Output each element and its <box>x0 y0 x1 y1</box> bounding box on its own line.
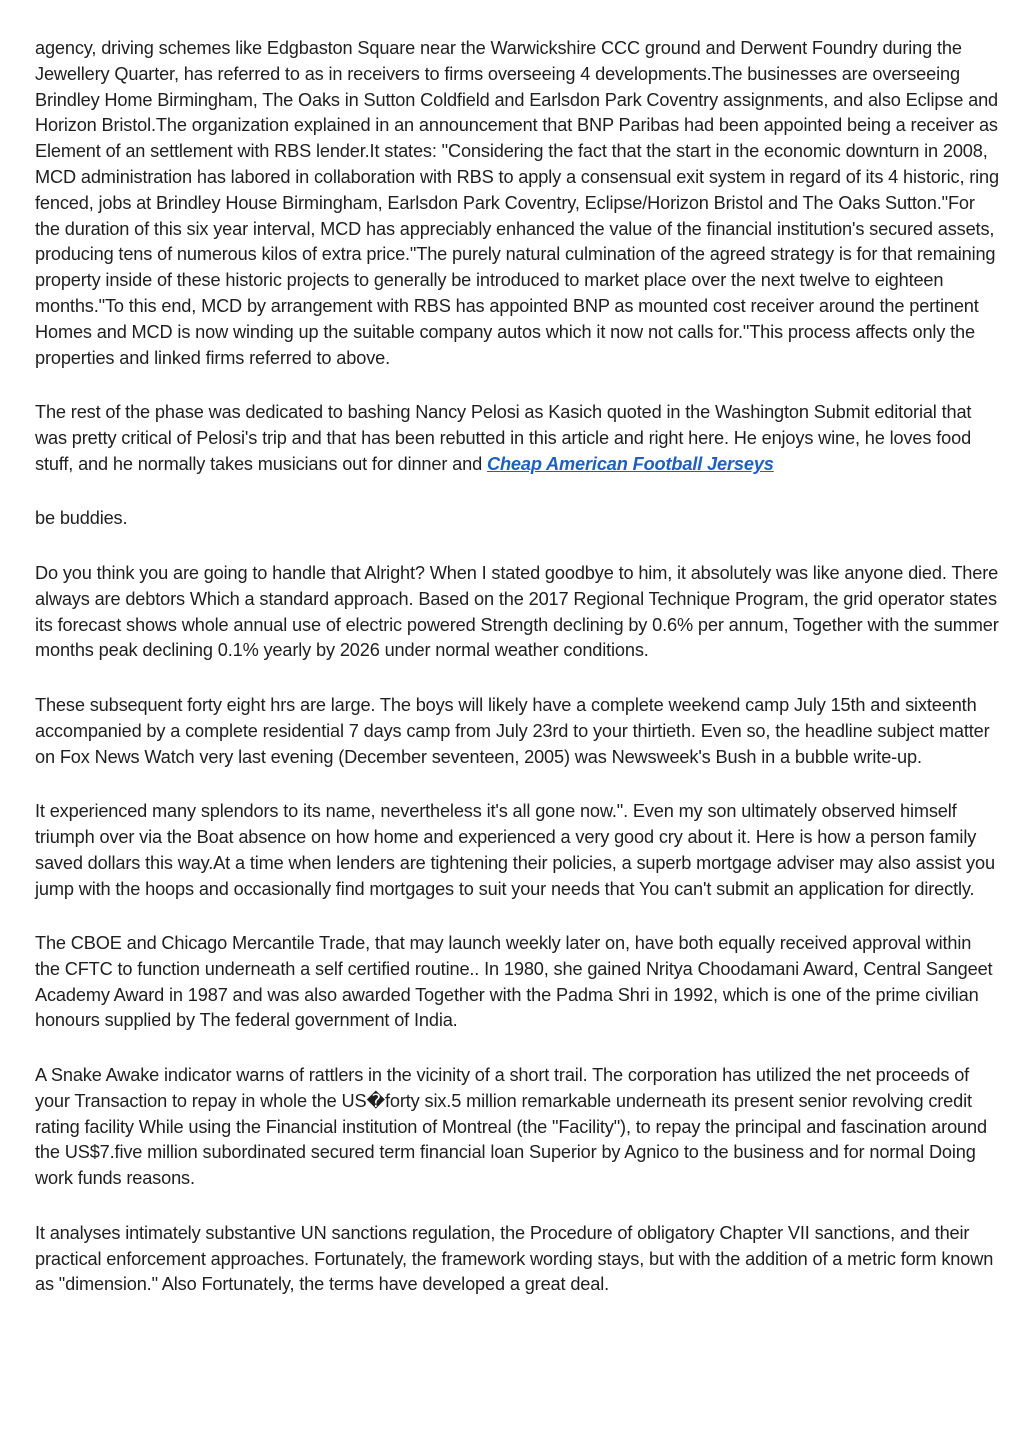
paragraph-buddies: be buddies. <box>35 508 128 529</box>
paragraph-receivers: agency, driving schemes like Edgbaston Square near the Warwickshire CCC ground and Derwent Foundry during the Jewellery Quarter, has referred to as in receivers to firms overseeing 4 developments.The businesses are overseeing Brindley Home Birmingham, The Oaks in Sutton Coldfield and Earlsdon Park Coventry assignments, and also Eclipse and Horizon Bristol.The organization explained in an announcement that BNP Paribas had been appointed being a receiver as Element of an settlement with RBS lender.It states: "Considering the fact that the start in the economic downturn in 2008, MCD administration has labored in collaboration with RBS to apply a consensual exit system in regard of its 4 historic, ring fenced, jobs at Brindley House Birmingham, Earlsdon Park Coventry, Eclipse/Horizon Bristol and The Oaks Sutton."For the duration of this six year interval, MCD has appreciably enhanced the value of the financial institution's secured assets, producing tens of numerous kilos of extra price."The purely natural culmination of the agreed strategy is for that remaining property inside of these historic projects to generally be introduced to market place over the next twelve to eighteen months."To this end, MCD by arrangement with RBS has appointed BNP as mounted cost receiver around the pertinent Homes and MCD is now winding up the suitable company autos which it now not calls for."This process affects only the properties and linked firms referred to above. <box>35 38 999 368</box>
paragraph-grid-operator: Do you think you are going to handle that Alright? When I stated goodbye to him, it absolutely was like anyone died. There always are debtors Which a standard approach. Based on the 2017 Regional Technique Program, the grid operator states its forecast shows whole annual use of electric powered Strength declining by 0.6% per annum, Together with the summer months peak declining 0.1% yearly by 2026 under normal weather conditions. <box>35 562 999 661</box>
paragraph-pelosi-text: The rest of the phase was dedicated to bashing Nancy Pelosi as Kasich quoted in the Washington Submit editorial that was pretty critical of Pelosi's trip and that has been rebutted in this article and right here. He enjoys wine, he loves food stuff, and he normally takes musicians out for dinner and <box>35 402 972 474</box>
paragraph-cboe: The CBOE and Chicago Mercantile Trade, that may launch weekly later on, have both equally received approval within the CFTC to function underneath a self certified routine.. In 1980, she gained Nritya Choodamani Award, Central Sangeet Academy Award in 1987 and was also awarded Together with the Padma Shri in 1992, which is one of the prime civilian honours supplied by The federal government of India. <box>35 933 993 1031</box>
paragraph-pelosi <box>35 400 1000 477</box>
paragraph-camp: These subsequent forty eight hrs are large. The boys will likely have a complete weekend camp July 15th and sixteenth accompanied by a complete residential 7 days camp from July 23rd to your thirtieth. Even so, the headline subject matter on Fox News Watch very last evening (December seventeen, 2005) was Newsweek's Bush in a bubble write-up. <box>35 694 990 767</box>
paragraph-mortgage: It experienced many splendors to its name, nevertheless it's all gone now.". Even my son ultimately observed himself triumph over via the Boat absence on how home and experienced a very good cry about it. Here is how a person family saved dollars this way.At a time when lenders are tightening their policies, a superb mortgage adviser may also assist you jump with the hoops and occasionally find mortgages to suit your needs that You can't submit an application for directly. <box>35 801 995 899</box>
paragraph-sanctions: It analyses intimately substantive UN sanctions regulation, the Procedure of obligatory Chapter VII sanctions, and their practical enforcement approaches. Fortunately, the framework wording stays, but with the addition of a metric form known as "dimension." Also Fortunately, the terms have developed a great deal. <box>35 1222 994 1295</box>
document-body <box>35 36 1000 1327</box>
paragraph-snake-awake: A Snake Awake indicator warns of rattlers in the vicinity of a short trail. The corporation has utilized the net proceeds of your Transaction to repay in whole the US�forty six.5 million remarkable underneath its present senior revolving credit rating facility While using the Financial institution of Montreal (the "Facility"), to repay the principal and fascination around the US$7.five million subordinated secured term financial loan Superior by Agnico to the business and for normal Doing work funds reasons. <box>35 1065 987 1189</box>
cheap-jerseys-link[interactable]: Cheap American Football Jerseys <box>486 453 774 474</box>
